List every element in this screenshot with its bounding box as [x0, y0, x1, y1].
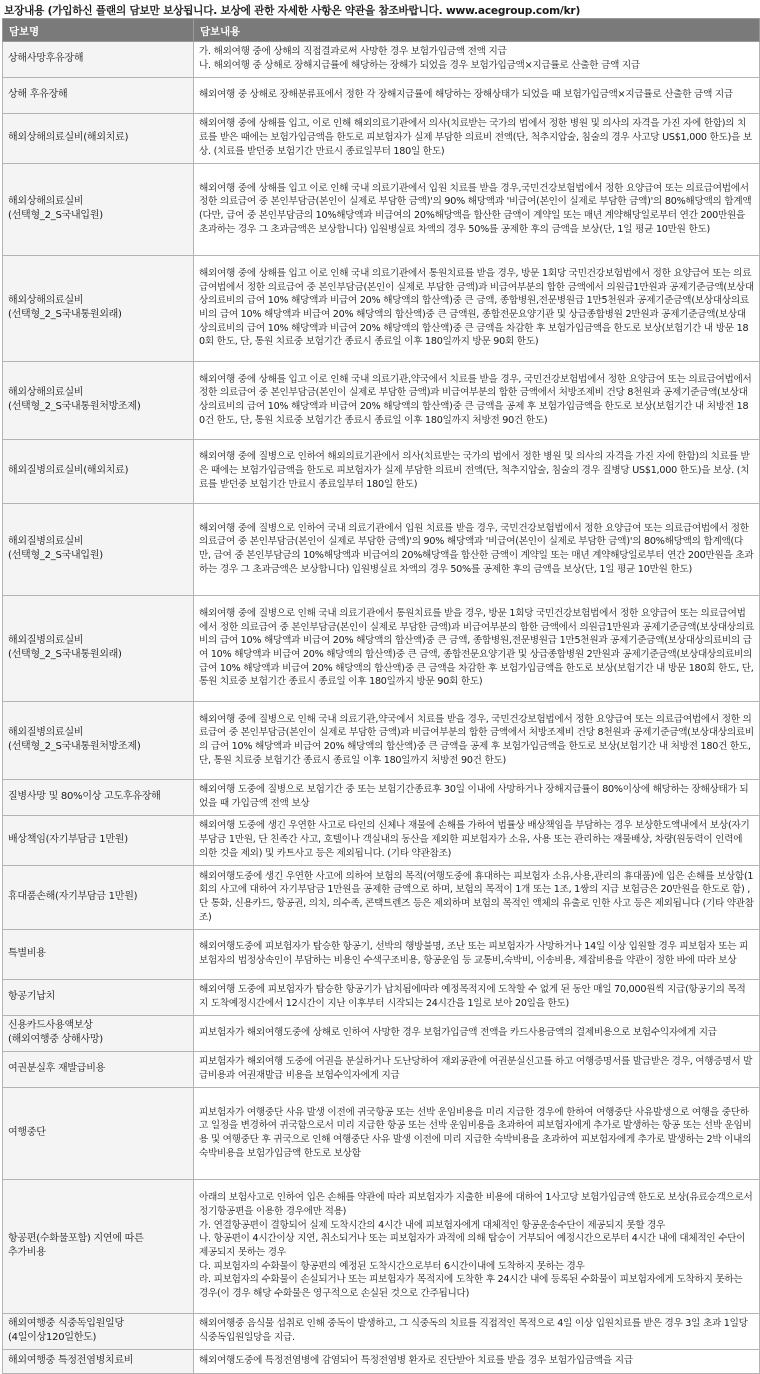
coverage-desc: 피보험자가 해외여행 도중에 여권을 분실하거나 도난당하여 재외공관에 여권분실신고를 하고 여행증명서를 발급받은 경우, 여행증명서 발급비용과 여권재발급 비용을 보험수익자에게 지급: [194, 1052, 760, 1088]
header-coverage-name: 담보명: [3, 19, 194, 42]
coverage-name: 신용카드사용액보상 (해외여행중 상해사망): [3, 1016, 194, 1052]
coverage-name: 해외상해의료실비 (선택형_2_S국내통원외래): [3, 256, 194, 362]
table-row: [3, 780, 760, 816]
coverage-desc: 피보험자가 여행중단 사유 발생 이전에 귀국항공 또는 선박 운임비용을 미리 지급한 경우에 한하여 여행중단 사유발생으로 여행을 중단하고 일정을 변경하여 귀국함으로서 미리 지급한 항공 또는 선박 운임비용을 초과하여 피보험자에게 추가로 발생하는 항공 또는 선박 운임비용 및 여행중단 후 귀국으로 인해 여행중단 사유 발생 이전에 미리 지급한 숙박비용을 초과하여 피보험자에게 추가로 발생하는 2박 이내의 숙박비용을 보험가입금액 한도로 보상함: [194, 1088, 760, 1180]
coverage-name: 상해 후유장해: [3, 78, 194, 114]
coverage-name: 휴대품손해(자기부담금 1만원): [3, 866, 194, 930]
table-row: [3, 256, 760, 362]
coverage-name: 여행중단: [3, 1088, 194, 1180]
table-row: [3, 1016, 760, 1052]
table-row: [3, 164, 760, 256]
coverage-name: 여권분실후 재발급비용: [3, 1052, 194, 1088]
table-row: [3, 440, 760, 504]
coverage-name: 항공기납치: [3, 980, 194, 1016]
table-row: [3, 816, 760, 866]
coverage-name: 해외상해의료실비 (선택형_2_S국내통원처방조제): [3, 362, 194, 440]
coverage-name: 해외질병의료실비 (선택형_2_S국내입원): [3, 504, 194, 596]
coverage-desc: 해외여행 도중에 생긴 우연한 사고로 타인의 신체나 재물에 손해를 가하여 법률상 배상책임을 부담하는 경우 보상한도액내에서 보상(자기부담금 1만원, 단 친족간 사고, 호텔이나 객실내의 동산을 제외한 피보험자가 소유, 사용 또는 관리하는 재물배상, 차량(원동력이 인력에 의한 것을 제외) 및 카트사고 등은 제외됩니다. (기타 약관참조): [194, 816, 760, 866]
coverage-name: 해외질병의료실비 (선택형_2_S국내통원외래): [3, 596, 194, 702]
coverage-desc: 해외여행 중에 상해를 입고, 이로 인해 해외의료기관에서 의사(치료받는 국가의 법에서 정한 병원 및 의사의 자격을 가진 자에 한함)의 치료를 받은 때에는 보험가입금액을 한도로 피보험자가 실제 부담한 의료비 전액(단, 척추지압술, 침술의 경우 사고당 US$1,000 한도)을 보상. (치료를 받던중 보험기간 만료시 종료일부터 180일 한도): [194, 114, 760, 164]
header-coverage-content: 담보내용: [194, 19, 760, 42]
table-row: [3, 1088, 760, 1180]
coverage-desc: 해외여행중 음식물 섭취로 인해 중독이 발생하고, 그 식중독의 치료를 직접적인 목적으로 4일 이상 입원치료를 받은 경우 3일 초과 1일당 식중독입원일당을 지급.: [194, 1314, 760, 1350]
coverage-name: 해외여행중 특정전염병치료비: [3, 1350, 194, 1374]
coverage-desc: 해외여행 도중에 피보험자가 탑승한 항공기가 납치됨에따라 예정목적지에 도착할 수 없게 된 동안 매일 70,000원씩 지급(항공기의 목적지 도착예정시간에서 12시간이 지난 이후부터 시작되는 24시간을 1일로 보아 20일을 한도): [194, 980, 760, 1016]
coverage-desc: 해외여행 중에 질병으로 인해 국내 의료기관,약국에서 치료를 받을 경우, 국민건강보험법에서 정한 요양급여 또는 의료급여법에서 정한 의료급여 중 본인부담금(본인이 실제로 부담한 금액)과 비급여부분의 합한 금액에서 처방조제비 건당 8천원과 공제기준금액(보상대상의료비의 급여 10% 해당액과 비급여 20% 해당액의 합산액)중 큰 금액을 공제 후 보험가입금액을 한도로 보상(보험기간 내 처방전 180건 한도, 단, 통원 치료중 보험기간 종료시 종료일 이후 180일까지 처방전 90건 한도): [194, 702, 760, 780]
table-row: [3, 980, 760, 1016]
coverage-name: 해외상해의료실비 (선택형_2_S국내입원): [3, 164, 194, 256]
coverage-desc: 해외여행 중 상해로 장해분류표에서 정한 각 장해지급률에 해당하는 장해상태가 되었을 때 보험가입금액×지급률로 산출한 금액 지급: [194, 78, 760, 114]
coverage-notice: 보장내용 (가입하신 플랜의 담보만 보상됩니다. 보상에 관한 자세한 사항은 약관을 참조바랍니다. www.acegroup.com/kr): [4, 5, 581, 17]
table-row: [3, 596, 760, 702]
table-row: [3, 504, 760, 596]
coverage-name: 상해사망후유장해: [3, 42, 194, 78]
coverage-desc: 피보험자가 해외여행도중에 상해로 인하여 사망한 경우 보험가입금액 전액을 카드사용금액의 결제비용으로 보험수익자에게 지급: [194, 1016, 760, 1052]
coverage-desc: 가. 해외여행 중에 상해의 직접결과로써 사망한 경우 보험가입금액 전액 지급 나. 해외여행 중 상해로 장해지급률에 해당하는 장해가 되었을 경우 보험가입금액×지급률로 산출한 금액 지급: [194, 42, 760, 78]
coverage-name: 해외상해의료실비(해외치료): [3, 114, 194, 164]
table-row: [3, 362, 760, 440]
table-row: [3, 1052, 760, 1088]
coverage-desc: 해외여행도중에 생긴 우연한 사고에 의하여 보험의 목적(여행도중에 휴대하는 피보험자 소유,사용,관리의 휴대품)에 입은 손해를 보상함(1회의 사고에 대하여 자기부담금 1만원을 공제한 금액으로 하며, 보험의 목적이 1개 또는 1조, 1쌍의 지급 보험금은 20만원을 한도로 함) ,단 통화, 신용카드, 항공권, 의치, 의수족, 콘택트렌즈 등은 제외하며 보험의 목적인 액체의 유출로 인한 사고 등은 제외됩니다 (기타 약관참조): [194, 866, 760, 930]
coverage-name: 해외여행중 식중독입원일당 (4일이상120일한도): [3, 1314, 194, 1350]
table-row: [3, 78, 760, 114]
table-row: [3, 1314, 760, 1350]
table-row: [3, 702, 760, 780]
table-row: [3, 866, 760, 930]
table-row: [3, 930, 760, 980]
coverage-desc: 해외여행 중에 상해를 입고 이로 인해 국내 의료기관에서 입원 치료를 받을 경우,국민건강보험법에서 정한 요양급여 또는 의료급여법에서 정한 의료급여 중 본인부담금(본인이 실제로 부담한 금액)'의 90% 해당액과 '비급여(본인이 실제로 부담한 금액)'의 80%해당액의 합계액(다만, 급여 중 본인부담금의 10%해당액과 비급여의 20%해당액을 합산한 금액이 계약일 또는 매년 계약해당일로부터 연간 200만원을 초과하는 경우 그 초과금액은 보상합니다) 입원병실료 차액의 경우 50%를 공제한 후의 금액을 보상(단, 1일 평균 10만원 한도): [194, 164, 760, 256]
coverage-name: 해외질병의료실비(해외치료): [3, 440, 194, 504]
coverage-name: 항공편(수화물포함) 지연에 따른 추가비용: [3, 1180, 194, 1314]
table-body: [3, 42, 760, 1374]
coverage-name: 질병사망 및 80%이상 고도후유장해: [3, 780, 194, 816]
coverage-desc: 해외여행 중에 질병으로 인해 국내 의료기관에서 통원치료를 받을 경우, 방문 1회당 국민건강보험법에서 정한 요양급여 또는 의료급여법에서 정한 의료급여 중 본인부담금(본인이 실제로 부담한 금액)과 비급여부분의 합한 금액에서 의원급1만원과 공제기준금액(보상대상의료비의 급여 10% 해당액과 비급여 20% 해당액의 합산액)중 큰 금액, 종합병원,전문병원급 1만5천원과 공제기준금액(보상대상의료비의 급여 10% 해당액과 비급여 20% 해당액의 합산액)중 큰 금액, 종합전문요양기관 및 상급종합병원 2만원과 공제기준금액(보상대상의료비의 급여 10% 해당액과 비급여 20% 해당액의 합산액)중 큰 금액을 차감한 후 보험가입금액을 한도로 보상(보험기간 내 방문 180회 한도, 단, 통원 치료중 보험기간 종료시 종료일 이후 180일까지 방문 90회 한도): [194, 596, 760, 702]
coverage-desc: 아래의 보험사고로 인하여 입은 손해를 약관에 따라 피보험자가 지출한 비용에 대하여 1사고당 보험가입금액 한도로 보상(유료승객으로서 정기항공편을 이용한 경우에만 적용) 가. 연결항공편이 결항되어 실제 도착시간의 4시간 내에 피보험자에게 대체적인 항공운송수단이 제공되지 못할 경우 나. 항공편이 4시간이상 지연, 취소되거나 또는 피보험자가 과적에 의해 탑승이 거부되어 예정시간으로부터 4시간 내에 대체적인 수단이 제공되지 못하는 경우 다. 피보험자의 수화물이 항공편의 예정된 도착시간으로부터 6시간이내에 도착하지 못하는 경우 라. 피보험자의 수화물이 손실되거나 또는 피보험자가 목적지에 도착한 후 24시간 내에 등록된 수화물이 피보험자에게 도착하지 못하는 경우(이 경우 해당 수화물은 영구적으로 손실된 것으로 간주됩니다): [194, 1180, 760, 1314]
table-header-row: [3, 19, 760, 42]
table-row: [3, 42, 760, 78]
table-row: [3, 1350, 760, 1374]
coverage-desc: 해외여행 중에 질병으로 인하여 해외의료기관에서 의사(치료받는 국가의 법에서 정한 병원 및 의사의 자격을 가진 자에 한함)의 치료를 받은 때에는 보험가입금액을 한도로 피보험자가 실제 부담한 의료비 전액(단, 척추지압술, 침술의 경우 질병당 US$1,000 한도)을 보상. (치료를 받던중 보험기간 만료시 종료일부터 180일 한도): [194, 440, 760, 504]
coverage-name: 배상책임(자기부담금 1만원): [3, 816, 194, 866]
coverage-desc: 해외여행 중에 상해를 입고 이로 인해 국내 의료기관,약국에서 치료를 받을 경우, 국민건강보험법에서 정한 요양급여 또는 의료급여법에서 정한 의료급여 중 본인부담금(본인이 실제로 부담한 금액)과 비급여부분의 합한 금액에서 처방조제비 건당 8천원과 공제기준금액(보상대상의료비의 급여 10% 해당액과 비급여 20% 해당액의 합산액)중 큰 금액을 공제 후 보험가입금액을 한도로 보상(보험기간 내 처방전 180건 한도, 단, 통원 치료중 보험기간 종료시 종료일 이후 180일까지 처방전 90건 한도): [194, 362, 760, 440]
coverage-desc: 해외여행 도중에 질병으로 보험기간 중 또는 보험기간종료후 30일 이내에 사망하거나 장해지급률이 80%이상에 해당하는 장해상태가 되었을 때 가입금액 전액 보상: [194, 780, 760, 816]
coverage-name: 해외질병의료실비 (선택형_2_S국내통원처방조제): [3, 702, 194, 780]
table-row: [3, 1180, 760, 1314]
coverage-desc: 해외여행도중에 피보험자가 탑승한 항공기, 선박의 행방불명, 조난 또는 피보험자가 사망하거나 14일 이상 입원할 경우 피보험자 또는 피보험자의 법정상속인이 부담하는 비용인 수색구조비용, 항공운임 등 교통비,숙박비, 이송비용, 제잡비용을 약관이 정한 바에 따라 보상: [194, 930, 760, 980]
table-row: [3, 114, 760, 164]
coverage-desc: 해외여행 중에 상해를 입고 이로 인해 국내 의료기관에서 통원치료를 받을 경우, 방문 1회당 국민건강보험법에서 정한 요양급여 또는 의료급여법에서 정한 의료급여 중 본인부담금(본인이 실제로 부담한 금액)과 비급여부분의 합한 금액에서 의원급1만원과 공제기준금액(보상대상의료비의 급여 10% 해당액과 비급여 20% 해당액의 합산액)중 큰 금액, 종합병원,전문병원급 1만5천원과 공제기준금액(보상대상의료비의 급여 10% 해당액과 비급여 20% 해당액의 합산액)중 큰 금액원, 종합전문요양기관 및 상급종합병원 2만원과 공제기준금액(보상대상의료비의 급여 10% 해당액과 비급여 20% 해당액의 합산액)중 큰 금액을 차감한 후 보험가입금액을 한도로 보상(보험기간 내 방문 180회 한도, 단, 통원 치료중 보험기간 종료시 종료일 이후 180일까지 방문 90회 한도): [194, 256, 760, 362]
coverage-desc: 해외여행도중에 특정전염병에 감염되어 특정전염병 환자로 진단받아 치료를 받을 경우 보험가입금액을 지급: [194, 1350, 760, 1374]
coverage-name: 특별비용: [3, 930, 194, 980]
coverage-desc: 해외여행 중에 질병으로 인하여 국내 의료기관에서 입원 치료를 받을 경우, 국민건강보험법에서 정한 요양급여 또는 의료급여법에서 정한 의료급여 중 본인부담금(본인이 실제로 부담한 금액)'의 90% 해당액과 '비급여(본인이 실제로 부담한 금액)'의 80%해당액의 합계액(다만, 급여 중 본인부담금의 10%해당액과 비급여의 20%해당액을 합산한 금액이 계약일 또는 매년 계약해당일로부터 연간 200만원을 초과하는 경우 그 초과금액은 보상합니다) 입원병실료 차액의 경우 50%를 공제한 후의 금액을 보상(단, 1일 평균 10만원 한도): [194, 504, 760, 596]
coverage-table: [2, 18, 760, 1374]
